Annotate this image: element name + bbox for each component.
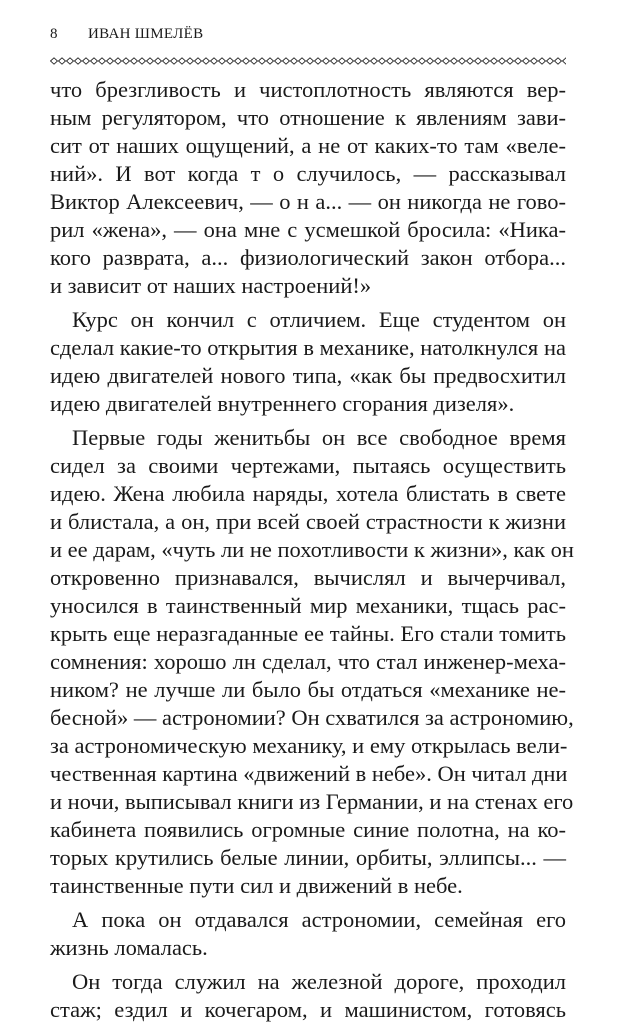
text-line: сомнения: хорошо лн сделал, что стал инженер-меха- [50,649,566,674]
text-line: ным регулятором, что отношение к явлениям зави- [50,105,566,130]
text-line: А пока он отдавался астрономии, семейная его [72,907,566,932]
ornament-rule [50,56,566,66]
text-line: торых крутились белые линии, орбиты, эллипсы... — [50,845,566,870]
text-line: и ночи, выписывал книги из Германии, и на стенах его [50,789,574,814]
text-line: Первые годы женитьбы он все свободное время [72,425,566,450]
paragraph [50,968,566,1024]
text-line: что брезгливость и чистоплотность являются вер- [50,77,566,102]
text-line: крыть еще неразгаданные ее тайны. Его стали томить [50,621,566,646]
text-line: уносился в таинственный мир механики, тщась рас- [50,593,566,618]
text-line: таинственные пути сил и движений в небе. [50,873,463,898]
author-name: ИВАН ШМЕЛЁВ [88,26,204,42]
text-line: идею двигателей внутреннего сгорания дизеля». [50,391,515,416]
text-line: жизнь ломалась. [50,935,208,960]
text-line: бесной» — астрономии? Он схватился за астрономию, [50,705,574,730]
text-line: кого разврата, а... физиологический закон отбора... [50,245,566,270]
text-line: стаж; ездил и кочегаром, и машинистом, готовясь [50,997,566,1022]
text-line: Он тогда служил на железной дороге, проходил [72,969,566,994]
running-head [50,26,203,43]
text-line: кабинета появились огромные синие полотна, на ко- [50,817,566,842]
text-line: откровенно признавался, вычислял и вычерчивал, [50,565,566,590]
paragraph [50,306,566,418]
text-line: сделал какие-то открытия в механике, натолкнулся на [50,335,566,360]
paragraph [50,424,574,900]
text-line: ником? не лучше ли было бы отдаться «механике не- [50,677,566,702]
text-line: ний». И вот когда т о случилось, — рассказывал [50,161,566,186]
text-line: сидел за своими чертежами, пытаясь осуществить [50,453,566,478]
text-line: и ее дарам, «чуть ли не похотливости к жизни», как он [50,537,574,562]
text-line: рил «жена», — она мне с усмешкой бросила: «Ника- [50,217,566,242]
paragraph [50,906,566,962]
paragraph [50,76,566,300]
text-line: идею двигателей нового типа, «как бы предвосхитил [50,363,566,388]
text-line: и зависит от наших настроений!» [50,273,372,298]
text-line: идею. Жена любила наряды, хотела блистать в свете [50,481,566,506]
text-line: чественная картина «движений в небе». Он читал дни [50,761,568,786]
text-line: сит от наших ощущений, а не от каких-то там «веле- [50,133,566,158]
text-line: Курс он кончил с отличием. Еще студентом он [72,307,566,332]
text-line: и блистала, а он, при всей своей страстности к жизни [50,509,566,534]
page-number: 8 [50,26,58,42]
text-line: за астрономическую механику, и ему открылась вели- [50,733,568,758]
body-text [50,76,574,1024]
text-line: Виктор Алексеевич, — о н а... — он никогда не гово- [50,189,566,214]
